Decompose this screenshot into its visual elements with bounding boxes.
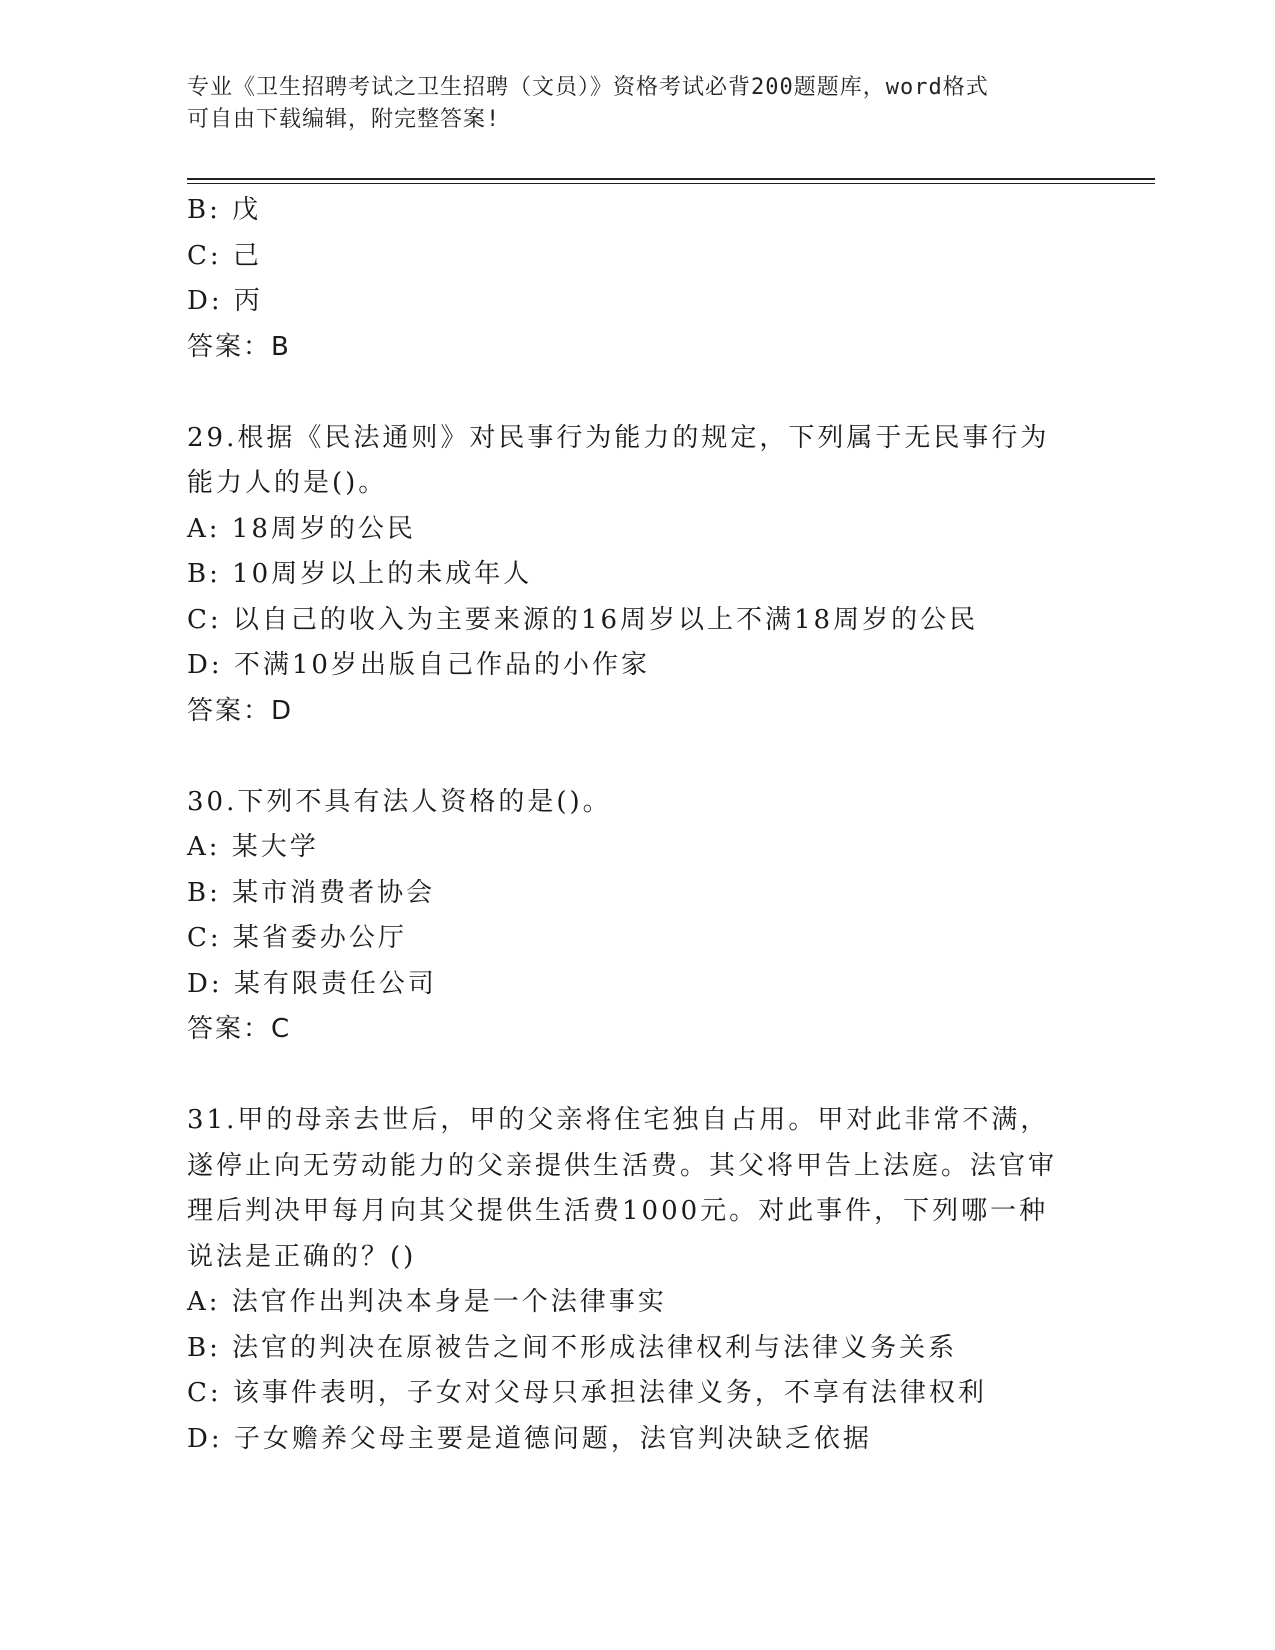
answer-line: 答案：B <box>187 331 291 362</box>
option-b: B: 戊 <box>187 195 262 225</box>
question-30 <box>187 780 1087 1053</box>
question-stem: 31.甲的母亲去世后，甲的父亲将住宅独自占用。甲对此非常不满，遂停止向无劳动能力的父亲提供生活费。其父将甲告上法庭。法官审理后判决甲每月向其父提供生活费1000元。对此事件，下列哪一种说法是正确的？() <box>187 1105 1058 1272</box>
answer-line: 答案：D <box>187 695 294 726</box>
option-b: B: 某市消费者协会 <box>187 877 436 908</box>
spacer <box>187 370 1087 416</box>
question-29 <box>187 416 1087 735</box>
question-28-tail <box>187 188 1087 370</box>
question-stem: 30.下列不具有法人资格的是()。 <box>187 786 612 817</box>
answer-line: 答案：C <box>187 1014 292 1044</box>
document-body <box>187 188 1087 1462</box>
option-c: C: 己 <box>187 240 262 271</box>
option-a: A: 18周岁的公民 <box>187 513 416 544</box>
header-line-2: 可自由下载编辑，附完整答案! <box>187 107 501 132</box>
spacer <box>187 1053 1087 1099</box>
header-divider-thick <box>187 178 1155 180</box>
option-c: C: 以自己的收入为主要来源的16周岁以上不满18周岁的公民 <box>187 604 979 635</box>
header-divider-thin <box>187 183 1155 184</box>
header-line-1: 专业《卫生招聘考试之卫生招聘（文员）》资格考试必背200题题库，word格式 <box>187 75 989 100</box>
option-a: A: 某大学 <box>187 832 319 862</box>
option-a: A: 法官作出判决本身是一个法律事实 <box>187 1287 667 1317</box>
question-stem: 29.根据《民法通则》对民事行为能力的规定，下列属于无民事行为能力人的是()。 <box>187 422 1050 498</box>
spacer <box>187 734 1087 780</box>
option-b: B: 法官的判决在原被告之间不形成法律权利与法律义务关系 <box>187 1332 958 1363</box>
document-header <box>187 72 1087 136</box>
option-c: C: 该事件表明，子女对父母只承担法律义务，不享有法律权利 <box>187 1378 987 1408</box>
option-b: B: 10周岁以上的未成年人 <box>187 559 533 589</box>
option-d: D: 某有限责任公司 <box>187 968 437 999</box>
option-d: D: 不满10岁出版自己作品的小作家 <box>187 650 650 680</box>
option-d: D: 丙 <box>187 286 263 316</box>
option-d: D: 子女赡养父母主要是道德问题，法官判决缺乏依据 <box>187 1423 872 1454</box>
question-31 <box>187 1098 1087 1462</box>
option-c: C: 某省委办公厅 <box>187 923 407 953</box>
